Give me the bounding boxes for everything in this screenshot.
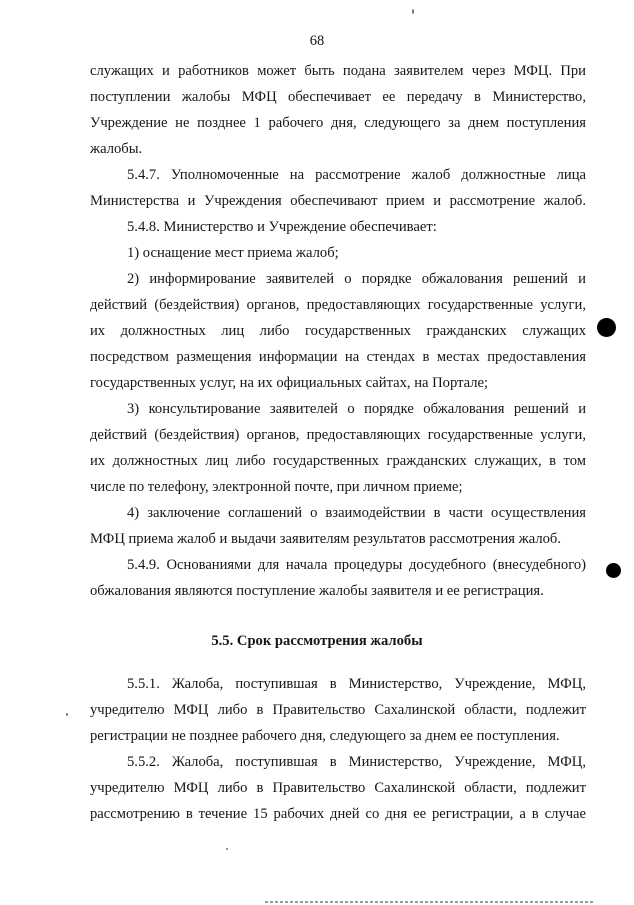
text-line: 5.4.8. Министерство и Учреждение обеспечивает:: [127, 219, 437, 235]
text-line: Учреждение не позднее 1 рабочего дня, следующего за днем поступления: [90, 115, 586, 131]
text-line: 4) заключение соглашений о взаимодействии в части осуществления: [127, 505, 586, 521]
text-line: служащих и работников может быть подана заявителем через МФЦ. При: [90, 63, 586, 79]
text-line: жалобы.: [90, 141, 143, 157]
text-line: учредителю МФЦ либо в Правительство Сахалинской области, подлежит: [90, 780, 586, 796]
scan-edge-line: [265, 901, 595, 903]
text-line: их должностных лиц либо государственных гражданских служащих: [90, 323, 586, 339]
text-line: 2) информирование заявителей о порядке обжалования решений и: [127, 271, 586, 287]
text-line: посредством размещения информации на стендах в местах предоставления: [90, 349, 586, 365]
text-line: 5.4.9. Основаниями для начала процедуры досудебного (внесудебного): [127, 557, 586, 573]
text-line: 5.5.2. Жалоба, поступившая в Министерство, Учреждение, МФЦ,: [127, 754, 586, 770]
text-line: государственных услуг, на их официальных сайтах, на Портале;: [90, 375, 489, 391]
text-line: регистрации не позднее рабочего дня, следующего за днем ее поступления.: [90, 728, 560, 744]
text-line: 5.5.1. Жалоба, поступившая в Министерство, Учреждение, МФЦ,: [127, 676, 586, 692]
text-line: числе по телефону, электронной почте, при личном приеме;: [90, 479, 463, 495]
text-line: поступлении жалобы МФЦ обеспечивает ее передачу в Министерство,: [90, 89, 586, 105]
text-line: действий (бездействия) органов, предоставляющих государственные услуги,: [90, 297, 586, 313]
text-line: рассмотрению в течение 15 рабочих дней со дня ее регистрации, а в случае: [90, 806, 586, 822]
punch-hole-mark: [606, 563, 621, 578]
text-line: учредителю МФЦ либо в Правительство Сахалинской области, подлежит: [90, 702, 586, 718]
text-line: 1) оснащение мест приема жалоб;: [127, 245, 339, 261]
text-line: 3) консультирование заявителей о порядке обжалования решений и: [127, 401, 586, 417]
text-line: Министерства и Учреждения обеспечивают прием и рассмотрение жалоб.: [90, 193, 586, 209]
text-line: МФЦ приема жалоб и выдачи заявителям результатов рассмотрения жалоб.: [90, 531, 562, 547]
scan-speck: [66, 713, 68, 716]
section-heading: 5.5. Срок рассмотрения жалобы: [211, 633, 423, 649]
text-line: действий (бездействия) органов, предоставляющих государственные услуги,: [90, 427, 586, 443]
scan-speck: [412, 9, 414, 14]
punch-hole-mark: [597, 318, 616, 337]
page-number: 68: [309, 33, 325, 49]
text-line: обжалования являются поступление жалобы заявителя и ее регистрация.: [90, 583, 544, 599]
text-line: 5.4.7. Уполномоченные на рассмотрение жалоб должностные лица: [127, 167, 586, 183]
text-line: их должностных лиц либо государственных гражданских служащих, в том: [90, 453, 586, 469]
scan-speck: [226, 848, 228, 850]
